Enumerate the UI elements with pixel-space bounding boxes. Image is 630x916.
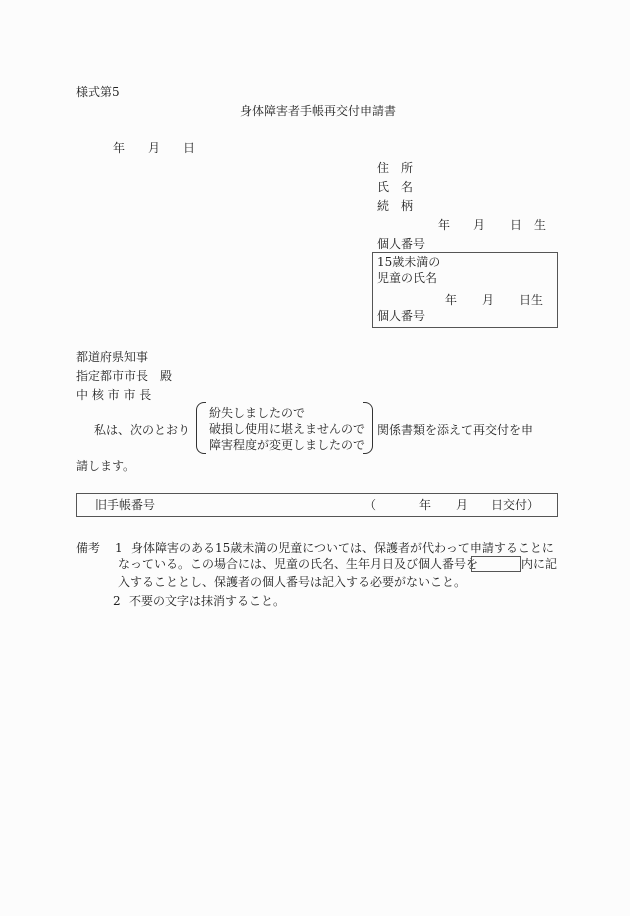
relation-label: 続 柄 [377,199,414,213]
note-1-line2b: 内に記 [521,557,558,571]
notes-heading: 備考 [76,541,101,555]
old-notebook-label: 旧手帳番号 [95,498,156,512]
note-1-number: 1 [115,541,123,555]
child-label-line2: 児童の氏名 [377,271,438,285]
note-1-line2a: なっている。この場合には、児童の氏名、生年月日及び個人番号を [118,557,479,571]
addressee-designated-city-mayor: 指定都市市長 殿 [76,369,173,383]
document-title: 身体障害者手帳再交付申請書 [240,104,397,118]
child-label-line1: 15歳未満の [377,255,441,269]
address-label: 住 所 [377,161,414,175]
statement-suffix: 関係書類を添えて再交付を申 [377,423,534,437]
form-number: 様式第5 [76,85,120,99]
open-paren: （ [364,498,377,512]
issue-day: 日交付） [491,498,540,512]
child-info-box[interactable] [372,252,558,328]
statement-continuation: 請します。 [76,459,136,473]
birth-year: 年 [438,218,451,232]
child-birth-day: 日生 [519,293,544,307]
note-2-number: 2 [113,594,121,608]
birth-month: 月 [473,218,486,232]
reason-option-damaged[interactable]: 破損し使用に堪えませんので [209,422,366,436]
addressee-governor: 都道府県知事 [76,350,149,364]
reason-option-lost[interactable]: 紛失しましたので [209,406,306,420]
note-2-line1: 不要の文字は抹消すること。 [129,594,286,608]
date-day: 日 [183,141,196,155]
note-1-line1: 身体障害のある15歳未満の児童については、保護者が代わって申請することに [131,541,554,555]
old-notebook-box[interactable] [76,493,558,517]
right-bracket [363,402,373,454]
child-birth-year: 年 [445,293,458,307]
personal-number-label: 個人番号 [377,237,426,251]
note-1-line3: 入することとし、保護者の個人番号は記入する必要がないこと。 [118,575,467,589]
child-personal-number-label: 個人番号 [377,309,426,323]
left-bracket [196,402,206,454]
reason-option-changed[interactable]: 障害程度が変更しましたので [209,438,366,452]
inline-blank-box [471,556,521,572]
name-label: 氏 名 [377,180,414,194]
child-birth-month: 月 [482,293,495,307]
addressee-core-city-mayor: 中 核 市 市 長 [76,388,152,402]
issue-year: 年 [419,498,432,512]
date-month: 月 [148,141,161,155]
birth-day: 日 生 [510,218,547,232]
issue-month: 月 [456,498,469,512]
statement-prefix: 私は、次のとおり [94,423,191,437]
date-year: 年 [113,141,126,155]
